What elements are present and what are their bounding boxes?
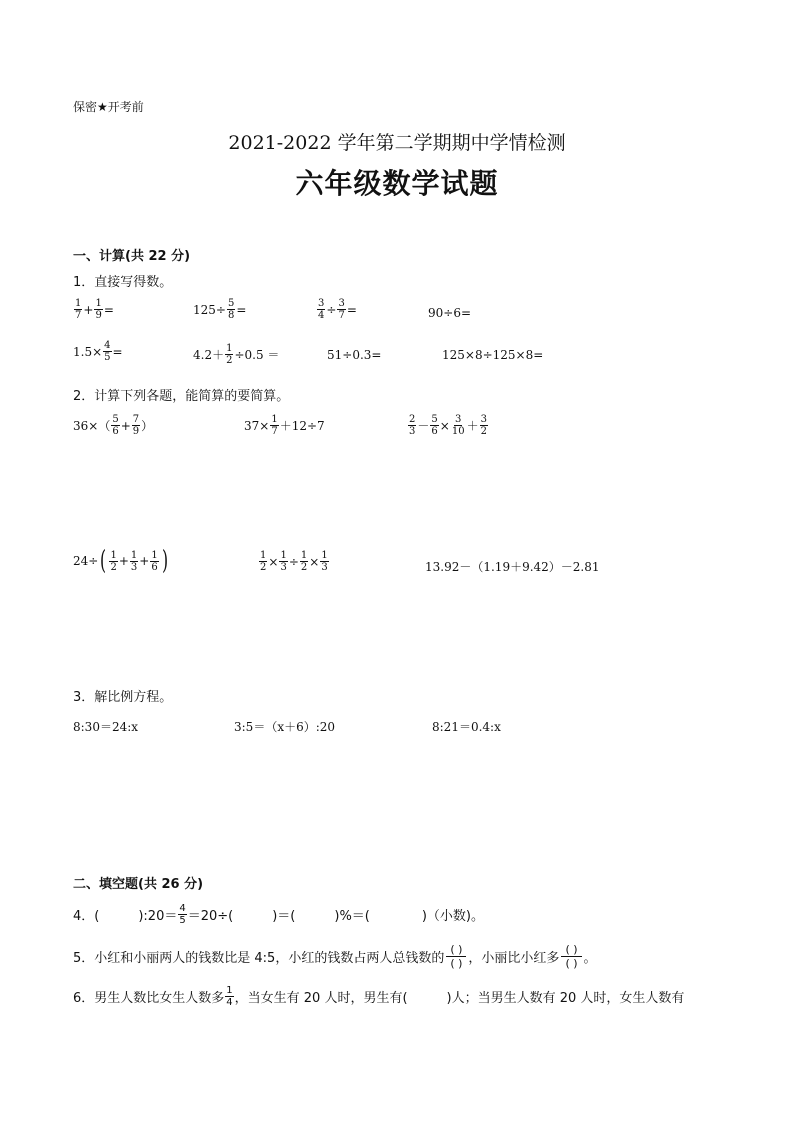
q5: 5．小红和小丽两人的钱数比是 4:5，小红的钱数占两人总钱数的 ( ) ( ) ，小丽比小红多 ( ) ( ) 。 <box>73 943 597 970</box>
exam-title: 2021-2022 学年第二学期期中学情检测 <box>228 132 566 154</box>
fraction: $\frac{5}{6}$ <box>431 414 438 437</box>
q1-item-e: 1.5× $\frac{4}{5}$ = <box>73 340 123 363</box>
fraction: $\frac{1}{4}$ <box>226 985 233 1008</box>
q3-item-c: 8:21＝0.4:x <box>432 720 501 734</box>
q1-item-d: 90÷6= <box>428 306 472 320</box>
exam-subtitle: 六年级数学试题 <box>295 167 499 200</box>
q3-item-b: 3:5＝（x＋6）:20 <box>234 720 336 734</box>
fraction: $\frac{1}{2}$ <box>110 549 117 573</box>
q1-label: 1．直接写得数。 <box>73 275 173 290</box>
left-bracket: ( <box>100 546 107 576</box>
fraction: $\frac{3}{7}$ <box>338 298 345 321</box>
q2-item-f: 13.92－（1.19＋9.42）－2.81 <box>425 560 600 574</box>
confidential-label: 保密★开考前 <box>73 100 144 114</box>
q6: 6．男生人数比女生人数多 $\frac{1}{4}$ ，当女生有 20 人时，男生有( )人；当男生人数有 20 人时，女生人数有 <box>73 985 685 1008</box>
fraction: $\frac{3}{2}$ <box>480 414 487 437</box>
fraction: $\frac{7}{9}$ <box>132 414 140 437</box>
fraction: $\frac{1}{2}$ <box>260 550 267 573</box>
fraction: $\frac{1}{6}$ <box>151 549 158 573</box>
q1-item-b: 125÷ $\frac{5}{8}$ = <box>193 298 247 321</box>
section1-heading: 一、计算(共 22 分) <box>73 249 191 264</box>
q2-item-a: 36×（ $\frac{5}{6}$ + $\frac{7}{9}$ ） <box>73 414 154 437</box>
fraction: $\frac{5}{8}$ <box>227 298 235 321</box>
fraction: $\frac{2}{3}$ <box>409 414 416 437</box>
fraction: $\frac{4}{5}$ <box>179 903 186 926</box>
q1-item-a: $\frac{1}{7}$ + $\frac{1}{9}$ = <box>75 298 114 321</box>
fraction: $\frac{1}{7}$ <box>271 414 278 437</box>
fraction: $\frac{3}{10}$ <box>451 414 465 437</box>
q1-item-f: 4.2＋ $\frac{1}{2}$ ÷0.5 ＝ <box>193 343 280 366</box>
fraction: $\frac{1}{9}$ <box>95 298 102 321</box>
fraction: $\frac{1}{7}$ <box>75 298 82 321</box>
q2-item-b: 37× $\frac{1}{7}$ ＋12÷7 <box>244 414 325 437</box>
section2-heading: 二、填空题(共 26 分) <box>73 877 204 892</box>
answer-blank-fraction: ( ) ( ) <box>561 943 581 970</box>
fraction: $\frac{1}{2}$ <box>300 550 308 573</box>
q2-item-d: 24÷ ( $\frac{1}{2}$ + $\frac{1}{3}$ + $\frac{1}{6}$ ) <box>73 546 168 576</box>
q1-item-h: 125×8÷125×8= <box>442 348 544 362</box>
q3-label: 3．解比例方程。 <box>73 690 173 705</box>
fraction: $\frac{1}{3}$ <box>321 550 328 573</box>
q2-item-e: $\frac{1}{2}$ × $\frac{1}{3}$ ÷ $\frac{1}{2}$ × $\frac{1}{3}$ <box>260 550 328 573</box>
q1-item-g: 51÷0.3= <box>327 348 382 362</box>
fraction: $\frac{1}{3}$ <box>130 549 138 573</box>
right-bracket: ) <box>161 546 168 576</box>
fraction: $\frac{3}{4}$ <box>318 298 325 321</box>
q4: 4．( ):20＝ $\frac{4}{5}$ ＝20÷( )＝( )%＝( )（小数)。 <box>73 903 485 926</box>
answer-blank-fraction: ( ) ( ) <box>446 943 466 970</box>
q2-item-c: $\frac{2}{3}$ － $\frac{5}{6}$ × $\frac{3}{10}$ ＋ $\frac{3}{2}$ <box>409 414 487 437</box>
fraction: $\frac{5}{6}$ <box>112 414 119 437</box>
q2-label: 2．计算下列各题，能简算的要简算。 <box>73 389 290 404</box>
q1-item-c: $\frac{3}{4}$ ÷ $\frac{3}{7}$ = <box>318 298 357 321</box>
fraction: $\frac{4}{5}$ <box>104 340 111 363</box>
q3-item-a: 8:30＝24:x <box>73 720 139 734</box>
fraction: $\frac{1}{3}$ <box>280 550 287 573</box>
fraction: $\frac{1}{2}$ <box>226 343 233 366</box>
